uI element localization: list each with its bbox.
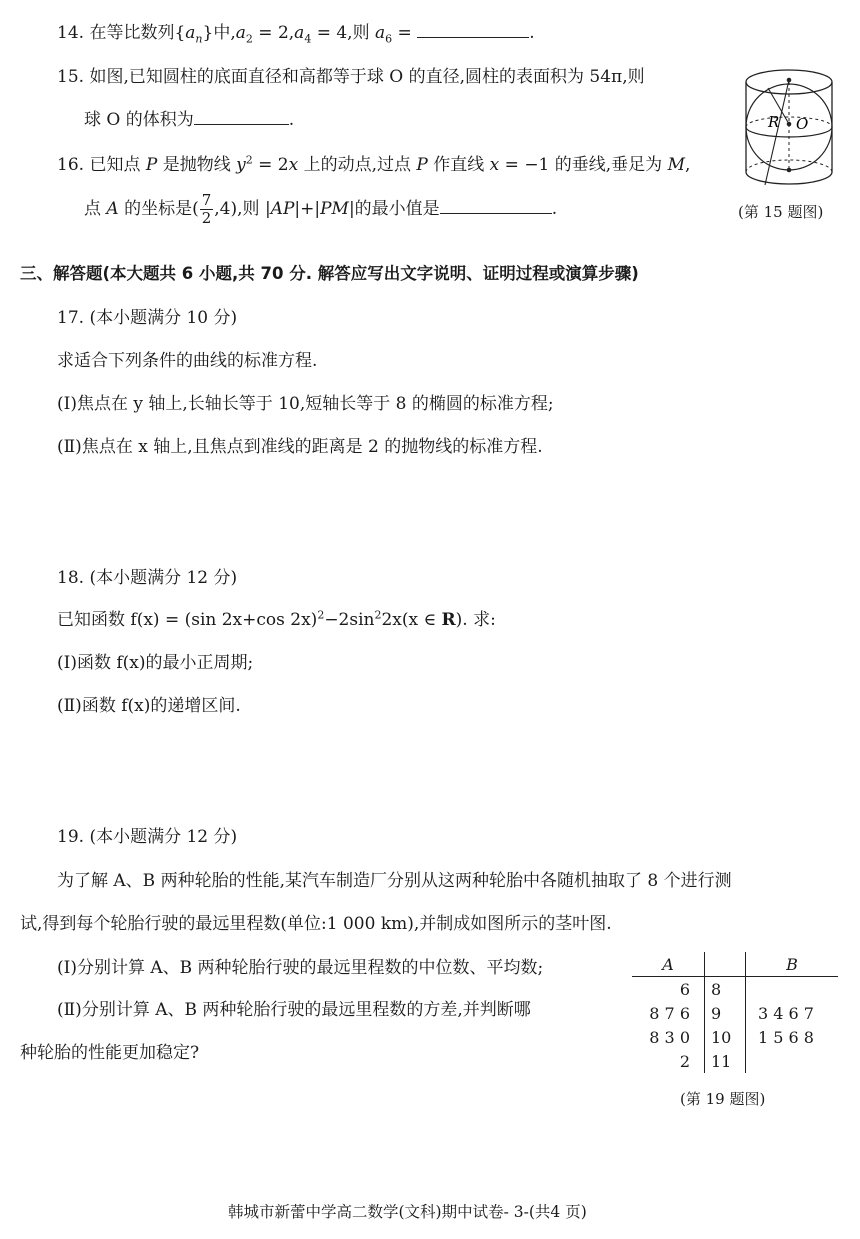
q16-frac-num: 7 xyxy=(201,191,212,209)
q14-answer-blank[interactable] xyxy=(417,19,529,38)
question-16-line1 xyxy=(57,150,690,175)
q16-t3: 作直线 xyxy=(427,155,490,175)
q18-part2: (Ⅱ)函数 f(x)的递增区间. xyxy=(57,696,241,716)
q16-t2: 上的动点,过点 xyxy=(298,155,417,175)
stem-leaf-B: 3 4 6 7 xyxy=(758,1003,814,1023)
q18-heading: 18. (本小题满分 12 分) xyxy=(57,568,238,588)
stem-value: 11 xyxy=(705,1049,746,1073)
page-footer: 韩城市新蕾中学高二数学(文科)期中试卷- 3-(共4 页) xyxy=(228,1203,587,1221)
question-16-line2 xyxy=(84,192,557,227)
section-3-heading: 三、解答题(本大题共 6 小题,共 70 分. 解答应写出文字说明、证明过程或演算步骤) xyxy=(20,264,639,283)
q16-answer-blank[interactable] xyxy=(440,195,552,214)
q14-eq6: = xyxy=(392,23,412,43)
q14-a6: a xyxy=(375,23,386,43)
q14-a2-sub: 2 xyxy=(245,32,253,46)
q14-text-mid: }中, xyxy=(202,23,236,43)
q14-a4-sub: 4 xyxy=(304,32,312,46)
q16-t1: 是抛物线 xyxy=(157,155,237,175)
q14-number: 14. xyxy=(57,23,85,43)
question-14 xyxy=(57,18,535,45)
q16-eq: = 2 xyxy=(252,155,289,175)
q15-answer-blank[interactable] xyxy=(194,106,289,125)
q18-R: R xyxy=(441,610,456,630)
q18-intro-c: 2x(x ∈ xyxy=(381,610,442,630)
q16-l2c: |+| xyxy=(294,199,321,219)
q16-PM: PM xyxy=(320,199,349,219)
stem-leaf-A: 2 xyxy=(679,1051,690,1071)
q18-intro-b: −2sin xyxy=(324,610,375,630)
q14-an: a xyxy=(185,23,196,43)
q15-line2-text: 球 O 的体积为 xyxy=(84,110,194,130)
q14-eq4: = 4,则 xyxy=(311,23,375,43)
fig15-caption: (第 15 题图) xyxy=(738,203,824,221)
fig15-label-R: R xyxy=(768,113,780,131)
q19-line2: 试,得到每个轮胎行驶的最远里程数(单位:1 000 km),并制成如图所示的茎叶图. xyxy=(20,914,612,934)
stem-value: 10 xyxy=(705,1025,746,1049)
stem-row xyxy=(632,1025,838,1049)
fig19-caption: (第 19 题图) xyxy=(680,1090,766,1108)
q16-comma: , xyxy=(685,155,691,175)
q14-a6-sub: 6 xyxy=(385,32,393,46)
q19-line1: 为了解 A、B 两种轮胎的性能,某汽车制造厂分别从这两种轮胎中各随机抽取了 8 个进行测 xyxy=(57,871,732,891)
q16-l2a: 的坐标是( xyxy=(118,199,199,219)
stem-leaf-A: 8 7 6 xyxy=(649,1003,690,1023)
q16-sq: 2 xyxy=(245,153,253,167)
stem-row xyxy=(632,1049,838,1073)
q14-text: 在等比数列{ xyxy=(89,23,186,43)
q16-P2: P xyxy=(416,155,428,175)
stem-leaf-A: 6 xyxy=(679,979,690,999)
slant-line xyxy=(765,80,789,185)
stem-value: 9 xyxy=(705,1001,746,1025)
q17-part2: (Ⅱ)焦点在 x 轴上,且焦点到准线的距离是 2 的抛物线的标准方程. xyxy=(57,437,543,457)
q19-heading: 19. (本小题满分 12 分) xyxy=(57,827,238,847)
stem-head-stem xyxy=(705,952,746,977)
q18-part1: (Ⅰ)函数 f(x)的最小正周期; xyxy=(57,653,254,673)
stem-head-A: A xyxy=(632,952,705,977)
q19-part2-line2: 种轮胎的性能更加稳定? xyxy=(20,1043,200,1063)
stem-header-row xyxy=(632,952,838,977)
q16-l2pre: 点 xyxy=(84,199,107,219)
q18-sq: 2 xyxy=(317,608,325,622)
stem-value: 8 xyxy=(705,977,746,1002)
q16-A: A xyxy=(106,199,119,219)
top-center-point xyxy=(787,78,792,83)
cylinder-sphere-figure xyxy=(741,60,837,195)
q19-part2-line1: (Ⅱ)分别计算 A、B 两种轮胎行驶的最远里程数的方差,并判断哪 xyxy=(57,1000,531,1020)
q19-part1: (Ⅰ)分别计算 A、B 两种轮胎行驶的最远里程数的中位数、平均数; xyxy=(57,958,544,978)
q14-an-sub: n xyxy=(195,32,203,46)
q16-l2d: |的最小值是 xyxy=(348,199,440,219)
q17-heading: 17. (本小题满分 10 分) xyxy=(57,308,238,328)
q14-a2: a xyxy=(235,23,246,43)
stem-row xyxy=(632,977,838,1002)
stem-row xyxy=(632,1001,838,1025)
stem-leaf-B xyxy=(746,1049,839,1073)
q16-l2b: ,4),则 | xyxy=(214,199,271,219)
q16-fraction xyxy=(200,192,214,227)
q18-intro-d: ). 求: xyxy=(455,610,496,630)
q16-frac-den: 2 xyxy=(201,209,212,227)
q16-t4: = −1 的垂线,垂足为 xyxy=(499,155,668,175)
q16-y: y xyxy=(236,155,246,175)
q15-end: . xyxy=(288,110,295,130)
stem-leaf-A: 8 3 0 xyxy=(649,1027,690,1047)
q14-end: . xyxy=(529,23,535,43)
q16-M: M xyxy=(667,155,686,175)
q17-part1: (Ⅰ)焦点在 y 轴上,长轴长等于 10,短轴长等于 8 的椭圆的标准方程; xyxy=(57,394,554,414)
sphere-center-point xyxy=(787,122,792,127)
bottom-center-point xyxy=(787,168,792,173)
stem-leaf-plot xyxy=(632,952,838,1073)
q16-AP: AP xyxy=(270,199,295,219)
q16-pre: 16. 已知点 xyxy=(57,155,146,175)
stem-leaf-B: 1 5 6 8 xyxy=(758,1027,814,1047)
q16-P: P xyxy=(145,155,158,175)
q18-intro-a: 已知函数 f(x) = (sin 2x+cos 2x) xyxy=(57,610,318,630)
q14-eq2: = 2, xyxy=(252,23,295,43)
q18-intro xyxy=(57,605,496,630)
q17-intro: 求适合下列条件的曲线的标准方程. xyxy=(57,351,318,371)
q16-x2: x xyxy=(489,155,500,175)
question-15-line2 xyxy=(84,105,294,130)
stem-leaf-B xyxy=(746,977,839,1002)
q14-a4: a xyxy=(294,23,305,43)
cylinder-bottom-front xyxy=(746,172,832,184)
question-15-line1: 15. 如图,已知圆柱的底面直径和高都等于球 O 的直径,圆柱的表面积为 54π,则 xyxy=(57,67,645,87)
stem-head-B: B xyxy=(746,952,839,977)
q16-end: . xyxy=(551,199,558,219)
stem-leaf-table xyxy=(632,952,838,1073)
q16-x: x xyxy=(288,155,299,175)
fig15-label-O: O xyxy=(796,115,809,133)
q18-sq2: 2 xyxy=(374,608,382,622)
